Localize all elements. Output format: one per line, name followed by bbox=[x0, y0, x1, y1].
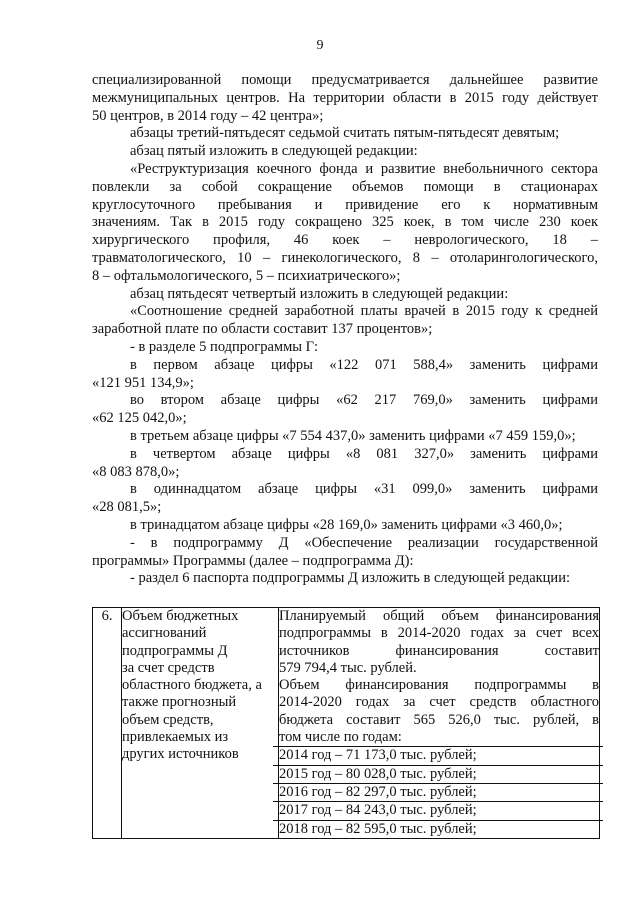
parameter-value-line: 2014-2020 годах за счет средств областного bbox=[279, 694, 599, 711]
year-amount-line: 2014 год – 71 173,0 тыс. рублей; bbox=[273, 746, 603, 764]
year-amount-line: 2015 год – 80 028,0 тыс. рублей; bbox=[273, 765, 603, 783]
parameter-name-line: ассигнований bbox=[122, 625, 207, 642]
text-line: «62 125 042,0»; bbox=[92, 410, 187, 427]
document-body bbox=[92, 72, 598, 588]
parameter-name-line: областного бюджета, а bbox=[122, 677, 262, 694]
text-line: в первом абзаце цифры «122 071 588,4» заменить цифрами bbox=[130, 356, 598, 373]
text-line: в четвертом абзаце цифры «8 081 327,0» заменить цифрами bbox=[130, 445, 598, 462]
text-line: программы» Программы (далее – подпрограмма Д): bbox=[92, 552, 414, 569]
parameter-name-cell bbox=[122, 608, 279, 839]
text-line: значениям. Так в 2015 году сокращено 325 коек, в том числе 230 коек bbox=[92, 214, 598, 231]
parameter-value-line: том числе по годам: bbox=[279, 729, 402, 746]
parameter-value-line: бюджета составит 565 526,0 тыс. рублей, в bbox=[279, 711, 599, 728]
text-line: повлекли за собой сокращение объемов помощи в стационарах bbox=[92, 178, 598, 195]
text-line: абзацы третий-пятьдесят седьмой считать пятым-пятьдесят девятым; bbox=[130, 125, 560, 142]
text-line: во втором абзаце цифры «62 217 769,0» заменить цифрами bbox=[130, 392, 598, 409]
text-line: травматологического, 10 – гинекологического, 8 – отоларингологического, bbox=[92, 249, 598, 266]
text-line: «Реструктуризация коечного фонда и развитие внебольничного сектора bbox=[130, 160, 598, 177]
text-line: межмуниципальных центров. На территории области в 2015 году действует bbox=[92, 89, 598, 106]
text-line: абзац пятый изложить в следующей редакции: bbox=[130, 143, 418, 160]
text-line: абзац пятьдесят четвертый изложить в следующей редакции: bbox=[130, 285, 509, 302]
year-amount-line: 2018 год – 82 595,0 тыс. рублей; bbox=[273, 820, 603, 838]
parameter-value-line: Объем финансирования подпрограммы в bbox=[279, 677, 599, 694]
parameter-name-line: Объем бюджетных bbox=[122, 608, 239, 624]
text-line: заработной плате по области составит 137 процентов»; bbox=[92, 321, 433, 338]
year-amount-line: 2016 год – 82 297,0 тыс. рублей; bbox=[273, 783, 603, 801]
text-line: в одиннадцатом абзаце цифры «31 099,0» заменить цифрами bbox=[130, 481, 598, 498]
text-line: специализированной помощи предусматривается дальнейшее развитие bbox=[92, 72, 598, 88]
parameter-value-cell bbox=[279, 608, 600, 839]
text-line: хирургического профиля, 46 коек – неврологического, 18 – bbox=[92, 232, 598, 249]
parameter-value-line: Планируемый общий объем финансирования bbox=[279, 608, 599, 624]
parameter-name-line: привлекаемых из bbox=[122, 729, 229, 746]
text-line: «28 081,5»; bbox=[92, 499, 162, 516]
text-line: круглосуточного пребывания и привидение его к нормативным bbox=[92, 196, 598, 213]
text-line: - раздел 6 паспорта подпрограммы Д изложить в следующей редакции: bbox=[130, 570, 570, 587]
year-amount-line: 2017 год – 84 243,0 тыс. рублей; bbox=[273, 801, 603, 819]
text-line: в тринадцатом абзаце цифры «28 169,0» заменить цифрами «3 460,0»; bbox=[130, 516, 563, 533]
table-row bbox=[93, 608, 600, 839]
parameter-name-line: также прогнозный bbox=[122, 694, 237, 711]
text-line: «8 083 878,0»; bbox=[92, 463, 180, 480]
parameter-value-line: 579 794,4 тыс. рублей. bbox=[279, 659, 417, 676]
text-line: - в разделе 5 подпрограммы Г: bbox=[130, 338, 319, 355]
text-line: в третьем абзаце цифры «7 554 437,0» заменить цифрами «7 459 159,0»; bbox=[130, 427, 576, 444]
parameter-name-line: за счет средств bbox=[122, 659, 215, 676]
text-line: - в подпрограмму Д «Обеспечение реализации государственной bbox=[130, 534, 598, 551]
parameter-value-line: подпрограммы в 2014-2020 годах за счет всех bbox=[279, 625, 599, 642]
row-number: 6. bbox=[93, 608, 122, 839]
parameter-name-line: объем средств, bbox=[122, 711, 214, 728]
text-line: «121 951 134,9»; bbox=[92, 374, 194, 391]
text-line: «Соотношение средней заработной платы врачей в 2015 году к средней bbox=[130, 303, 598, 320]
financing-table bbox=[92, 607, 600, 839]
parameter-value-line: источников финансирования составит bbox=[279, 642, 599, 659]
page-number: 9 bbox=[316, 38, 324, 53]
text-line: 50 центров, в 2014 году – 42 центра»; bbox=[92, 107, 324, 124]
text-line: 8 – офтальмологического, 5 – психиатрического»; bbox=[92, 267, 401, 284]
parameter-name-line: подпрограммы Д bbox=[122, 642, 228, 659]
parameter-name-line: других источников bbox=[122, 746, 239, 763]
